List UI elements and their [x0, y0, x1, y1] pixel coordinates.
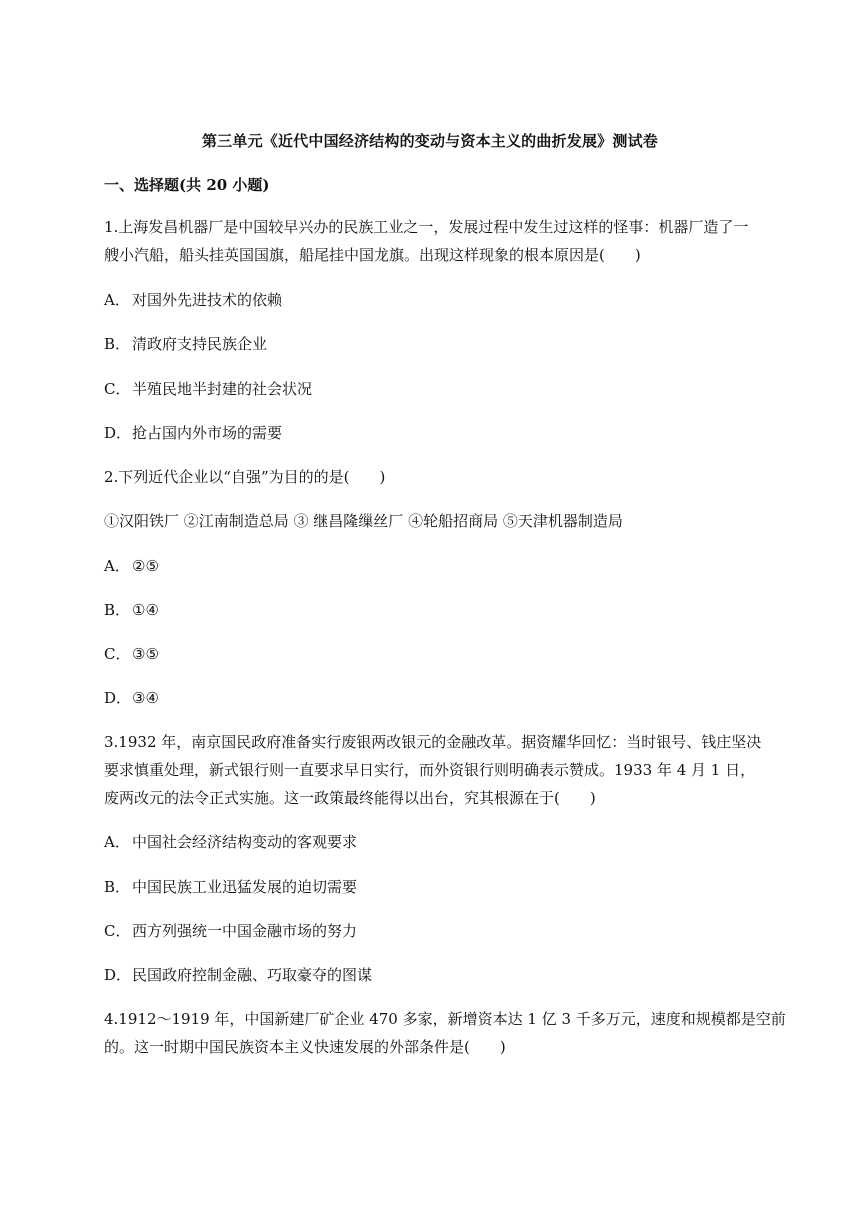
question-1-option-a[interactable]	[104, 289, 282, 311]
option-letter: B．	[104, 335, 131, 353]
question-1-stem-line-2: 艘小汽船，船头挂英国国旗，船尾挂中国龙旗。出现这样现象的根本原因是( )	[104, 246, 641, 264]
question-3-option-b[interactable]	[104, 876, 357, 898]
option-letter: B．	[104, 878, 131, 896]
question-2-option-a[interactable]	[104, 555, 159, 577]
option-text: ③⑤	[132, 645, 159, 663]
question-3-option-c[interactable]	[104, 920, 357, 942]
option-text: 民国政府控制金融、巧取豪夺的图谋	[132, 966, 373, 984]
option-letter: C．	[104, 380, 131, 398]
option-text: 半殖民地半封建的社会状况	[132, 380, 313, 398]
option-letter: D．	[104, 424, 132, 442]
option-text: 中国民族工业迅猛发展的迫切需要	[132, 878, 358, 896]
option-text: 清政府支持民族企业	[132, 335, 268, 353]
question-3-stem-line-1: 3.1932 年，南京国民政府准备实行废银两改银元的金融改革。据资耀华回忆：当时银号、钱庄坚决	[104, 733, 762, 751]
question-3-stem-line-2: 要求慎重处理，新式银行则一直要求早日实行，而外资银行则明确表示赞成。1933 年 4 月 1 日，	[104, 761, 756, 779]
option-text: ①④	[132, 601, 159, 619]
question-1-option-b[interactable]	[104, 333, 267, 355]
option-letter: C．	[104, 922, 131, 940]
option-letter: D．	[104, 689, 132, 707]
section-heading: 一、选择题(共 20 小题)	[104, 176, 270, 194]
option-letter: A．	[104, 833, 130, 851]
option-letter: D．	[104, 966, 132, 984]
option-text: ③④	[132, 689, 159, 707]
question-1-option-c[interactable]	[104, 378, 312, 400]
question-2-option-b[interactable]	[104, 599, 159, 621]
option-letter: A．	[104, 291, 130, 309]
document-title: 第三单元《近代中国经济结构的变动与资本主义的曲折发展》测试卷	[201, 132, 658, 150]
option-text: ②⑤	[132, 557, 159, 575]
option-letter: B．	[104, 601, 131, 619]
question-4-stem-line-1: 4.1912～1919 年，中国新建厂矿企业 470 多家，新增资本达 1 亿 3 千多万元，速度和规模都是空前	[104, 1010, 786, 1028]
option-text: 对国外先进技术的依赖	[132, 291, 283, 309]
question-4-stem-line-2: 的。这一时期中国民族资本主义快速发展的外部条件是( )	[104, 1038, 506, 1056]
question-1-option-d[interactable]	[104, 422, 282, 444]
option-letter: A．	[104, 557, 130, 575]
question-2-option-c[interactable]	[104, 643, 159, 665]
question-2-stem-line-2: ①汉阳铁厂 ②江南制造总局 ③ 继昌隆缫丝厂 ④轮船招商局 ⑤天津机器制造局	[104, 512, 623, 530]
option-text: 抢占国内外市场的需要	[132, 424, 283, 442]
question-3-option-a[interactable]	[104, 831, 357, 853]
question-3-option-d[interactable]	[104, 964, 372, 986]
option-text: 西方列强统一中国金融市场的努力	[132, 922, 358, 940]
question-2-stem-line-1: 2.下列近代企业以“自强”为目的的是( )	[104, 468, 386, 486]
question-1-stem-line-1: 1.上海发昌机器厂是中国较早兴办的民族工业之一，发展过程中发生过这样的怪事：机器厂造了一	[104, 218, 749, 236]
option-text: 中国社会经济结构变动的客观要求	[132, 833, 358, 851]
question-2-option-d[interactable]	[104, 687, 159, 709]
option-letter: C．	[104, 645, 131, 663]
question-3-stem-line-3: 废两改元的法令正式实施。这一政策最终能得以出台，究其根源在于( )	[104, 789, 596, 807]
